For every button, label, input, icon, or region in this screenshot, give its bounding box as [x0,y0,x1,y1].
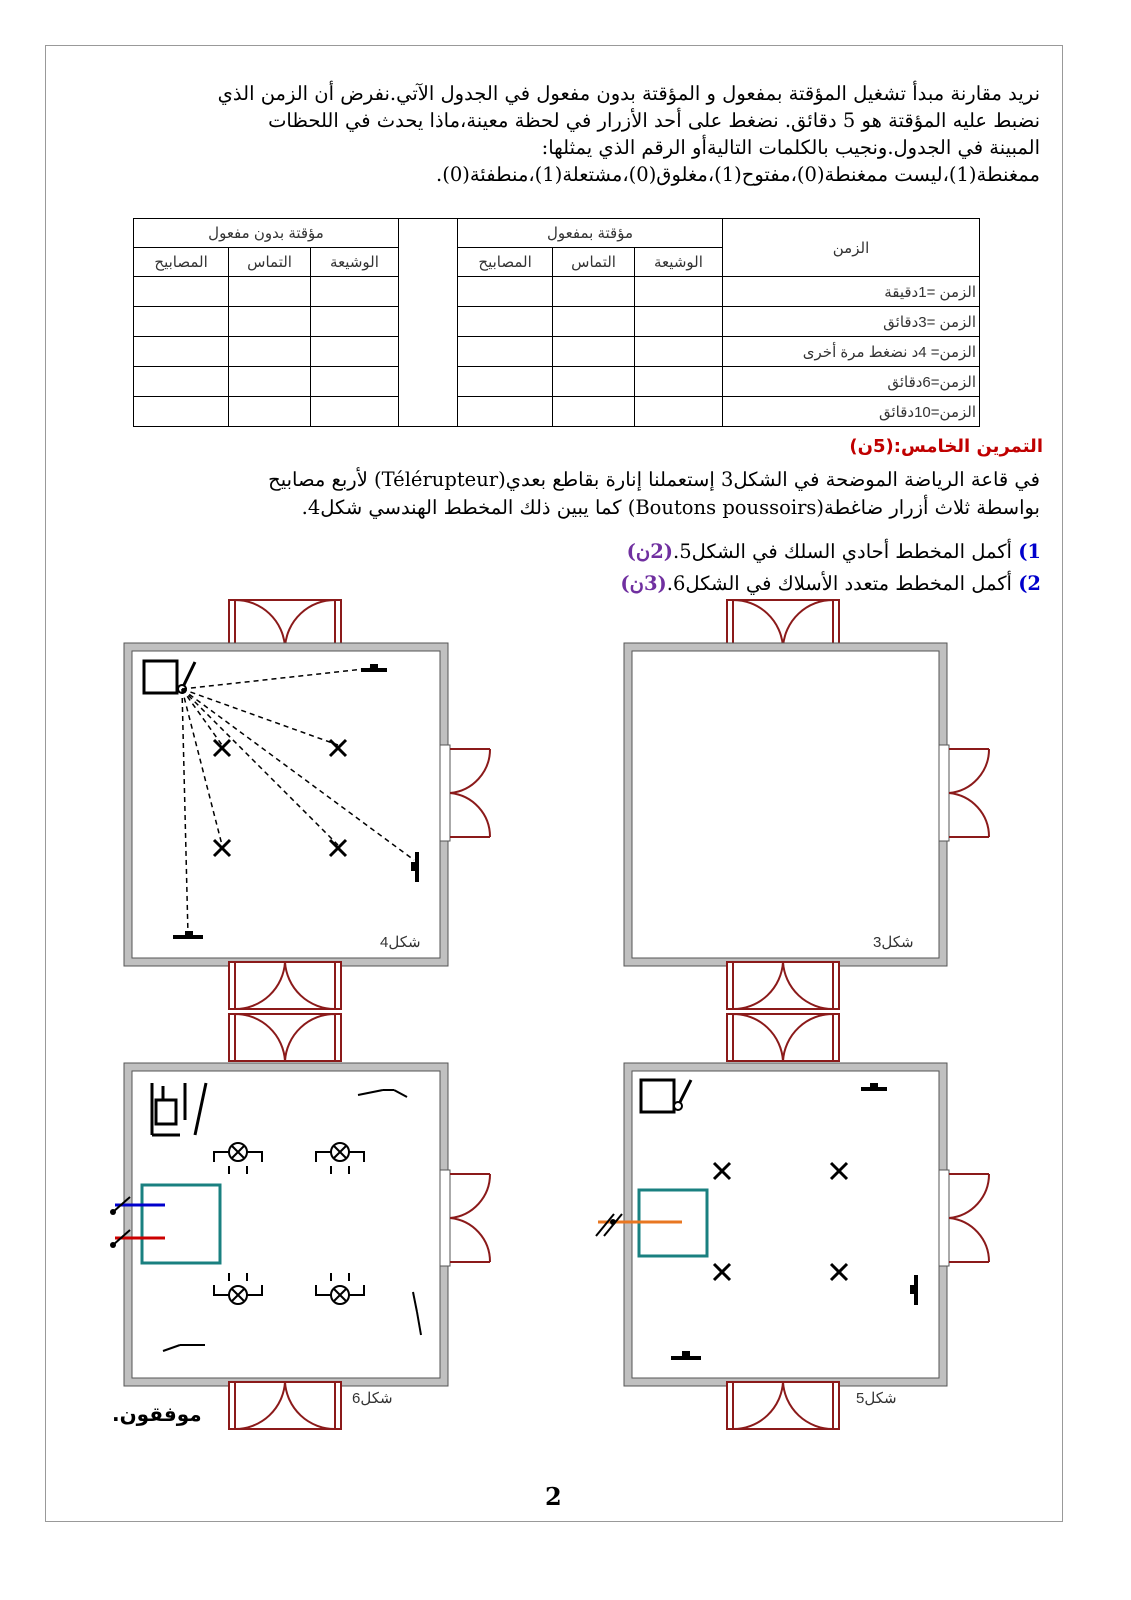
intro-line-4: ممغنطة(1)،ليست ممغنطة(0)،مفتوح(1)،مغلوق(0)،مشتعلة(1)،منطفئة(0). [436,163,1040,186]
lamps-header: المصابيح [458,248,553,277]
contact-header: التماس [553,248,635,277]
question-2-text: أكمل المخطط متعدد الأسلاك في الشكل6. [666,572,1012,595]
door-icon [939,745,989,841]
time-cell: الزمن =3دقائق [723,307,980,337]
door-icon [440,1170,490,1266]
exercise-title: التمرين الخامس:(5ن) [849,436,1043,457]
door-icon [229,1382,341,1429]
page-number: 2 [545,1482,562,1511]
question-1-number: 1) [1018,540,1041,563]
figure-5-label: شكل5 [856,1390,897,1407]
time-cell: الزمن =1دقيقة [723,277,980,307]
door-icon [727,1382,839,1429]
with-effect-header: مؤقتة بمفعول [458,219,723,248]
figure-6-plan [110,1014,490,1429]
figure-5-plan [596,1014,989,1429]
signature: موفقون. [112,1402,202,1426]
time-cell: الزمن=10دقائق [723,397,980,427]
question-2-points: (3ن) [620,572,667,595]
coil-header: الوشيعة [634,248,722,277]
intro-line-3: المبينة في الجدول.ونجيب بالكلمات التاليةأو الرقم الذي يمثلها: [541,136,1040,159]
door-icon [727,962,839,1009]
contact-header: التماس [229,248,311,277]
room-wall [628,647,943,962]
time-cell: الزمن= 4د نضغط مرة أخرى [723,337,980,367]
intro-line-1: نريد مقارنة مبدأ تشغيل المؤقتة بمفعول و المؤقتة بدون مفعول في الجدول الآتي.نفرض أن الزمن الذي [217,82,1040,105]
figure-3-label: شكل3 [873,934,914,951]
door-icon [727,1014,839,1061]
push-button-icon [671,1356,701,1360]
exercise-line-2: بواسطة ثلاث أزرار ضاغطة(Boutons poussoirs) كما يبين ذلك المخطط الهندسي شكل4. [301,496,1040,519]
question-1-text: أكمل المخطط أحادي السلك في الشكل5. [673,540,1012,563]
without-effect-header: مؤقتة بدون مفعول [134,219,399,248]
door-icon [727,600,839,647]
room-wall [628,1067,943,1382]
door-icon [440,745,490,841]
question-1-points: (2ن) [626,540,674,563]
time-cell: الزمن=6دقائق [723,367,980,397]
exercise-line-1: في قاعة الرياضة الموضحة في الشكل3 إستعملنا إنارة بقاطع بعدي(Télérupteur) لأربع مصابيح [268,468,1040,491]
door-icon [229,600,341,647]
coil-header: الوشيعة [310,248,398,277]
telerupteur-icon [144,661,177,693]
figure-6-label: شكل6 [352,1390,393,1407]
figure-3-plan [624,600,989,1009]
intro-line-2: نضبط عليه المؤقتة هو 5 دقائق. نضغط على أحد الأزرار في لحظة معينة،ماذا يحدث في اللحظات [268,109,1040,132]
figure-4-plan [124,600,490,1009]
door-icon [229,962,341,1009]
door-icon [939,1170,989,1266]
question-2-number: 2) [1018,572,1041,595]
telerupteur-icon [641,1080,674,1112]
lamps-header: المصابيح [134,248,229,277]
door-icon [229,1014,341,1061]
time-header: الزمن [723,219,980,277]
figure-4-label: شكل4 [380,934,421,951]
